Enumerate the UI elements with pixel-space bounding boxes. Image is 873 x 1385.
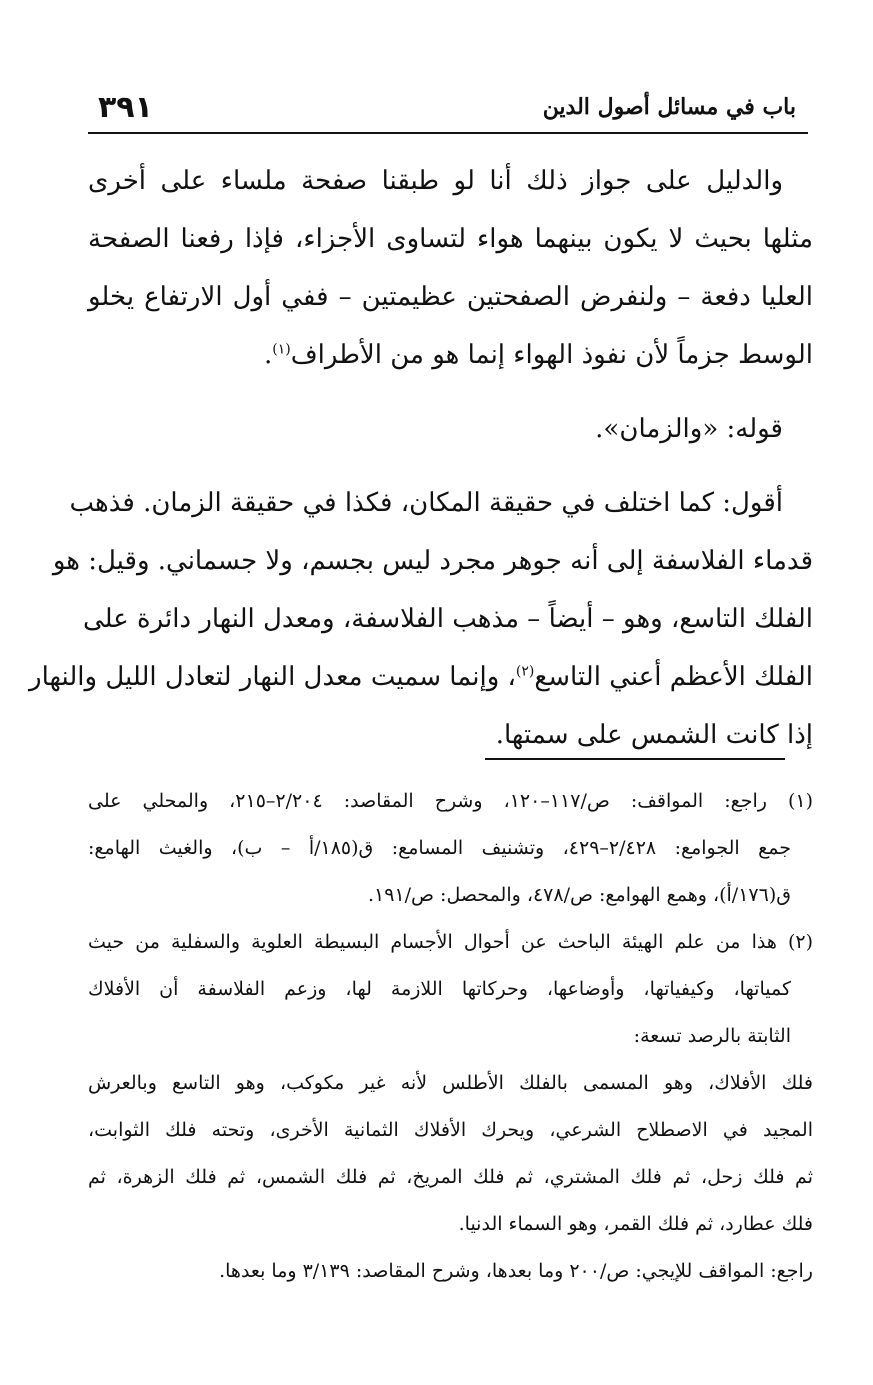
footnote-separator: [485, 758, 785, 760]
text-line: الفلك الأعظم أعني التاسع$^{(٢)}$، وإنما سميت معدل النهار لتعادل الليل والنهار: [29, 662, 813, 692]
chapter-title: باب في مسائل أصول الدين: [542, 94, 796, 120]
footnote-line: الثابتة بالرصد تسعة:: [633, 1025, 791, 1047]
text-line: إذا كانت الشمس على سمتها.: [495, 720, 813, 750]
text-line: العليا دفعة – ولنفرض الصفحتين عظيمتين – ففي أول الارتفاع يخلو: [88, 282, 813, 312]
footnote-line: فلك الأفلاك، وهو المسمى بالفلك الأطلس لأنه غير مكوكب، وهو التاسع وبالعرش: [88, 1072, 813, 1094]
running-header: [88, 88, 808, 134]
text-line: مثلها بحيث لا يكون بينهما هواء لتساوى الأجزاء، فإذا رفعنا الصفحة: [88, 224, 813, 254]
main-text: [29, 152, 813, 764]
text-line: أقول: كما اختلف في حقيقة المكان، فكذا في حقيقة الزمان. فذهب: [69, 488, 783, 518]
footnote-line: ق(١٧٦/أ)، وهمع الهوامع: ص/٤٧٨، والمحصل: ص/١٩١.: [367, 884, 791, 906]
footnotes: [88, 778, 813, 1295]
text-line: قدماء الفلاسفة إلى أنه جوهر مجرد ليس بجسم، ولا جسماني. وقيل: هو: [52, 546, 813, 576]
footnote-line: فلك عطارد، ثم فلك القمر، وهو السماء الدنيا.: [458, 1213, 813, 1235]
footnote-line: راجع: المواقف للإيجي: ص/٢٠٠ وما بعدها، وشرح المقاصد: ٣/١٣٩ وما بعدها.: [219, 1260, 813, 1282]
footnote-line: (١) راجع: المواقف: ص/١١٧–١٢٠، وشرح المقاصد: ٢/٢٠٤–٢١٥، والمحلي على: [88, 790, 813, 812]
text-line: والدليل على جواز ذلك أنا لو طبقنا صفحة ملساء على أخرى: [88, 166, 783, 196]
footnote-ref: (٢): [515, 663, 535, 680]
footnote-line: المجيد في الاصطلاح الشرعي، ويحرك الأفلاك الثمانية الأخرى، وتحته فلك الثوابت،: [88, 1119, 813, 1141]
page-number: ٣٩١: [98, 90, 153, 125]
text-line: الوسط جزماً لأن نفوذ الهواء إنما هو من الأطراف$^{(١)}$.: [263, 340, 813, 370]
footnote-line: (٢) هذا من علم الهيئة الباحث عن أحوال الأجسام البسيطة العلوية والسفلية من حيث: [88, 931, 813, 953]
footnote-line: جمع الجوامع: ٢/٤٢٨–٤٢٩، وتشنيف المسامع: ق(١٨٥/أ – ب)، والغيث الهامع:: [88, 837, 791, 859]
footnote-line: كمياتها، وكيفياتها، وأوضاعها، وحركاتها اللازمة لها، وزعم الفلاسفة أن الأفلاك: [88, 978, 791, 1000]
footnote-line: ثم فلك زحل، ثم فلك المشتري، ثم فلك المريخ، ثم فلك الشمس، ثم فلك الزهرة، ثم: [88, 1166, 813, 1188]
commentary-quote: قوله: «والزمان».: [595, 414, 783, 444]
text-line: الفلك التاسع، وهو – أيضاً – مذهب الفلاسفة، ومعدل النهار دائرة على: [83, 604, 813, 634]
footnote-ref: (١): [272, 341, 291, 358]
